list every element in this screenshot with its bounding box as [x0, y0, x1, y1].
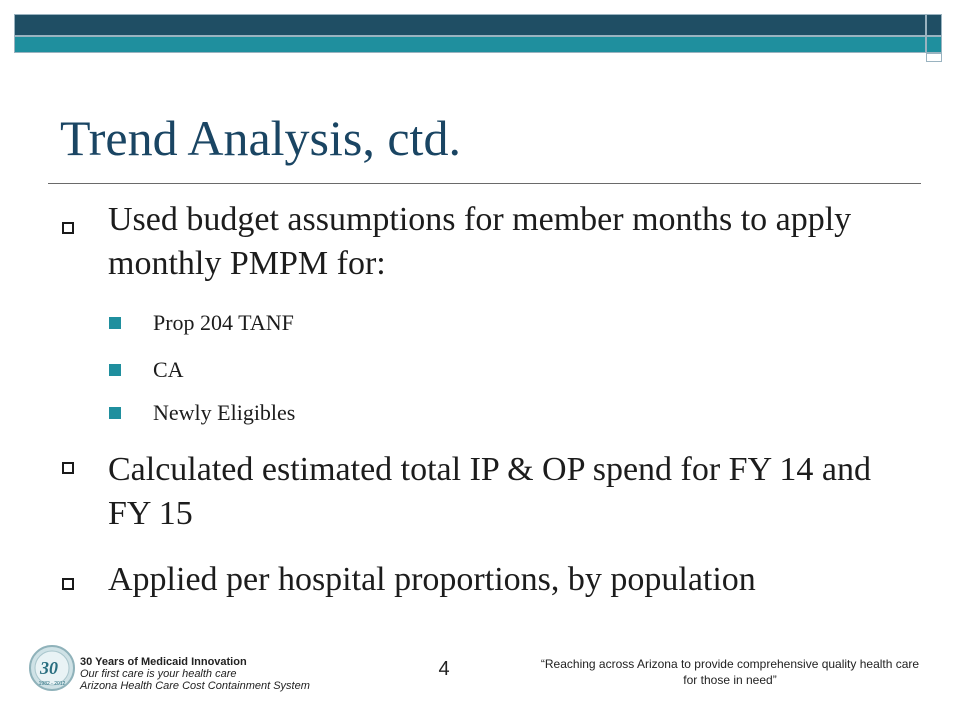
bullet-square-icon [62, 222, 74, 234]
footer-org-line2: Our first care is your health care [80, 668, 237, 680]
footer-org-line1: 30 Years of Medicaid Innovation [80, 656, 247, 668]
bullet-1-text: Used budget assumptions for member months to apply monthly PMPM for: [108, 201, 852, 282]
ahcccs-30-years-logo-icon [24, 644, 80, 692]
bullet-square-icon [62, 462, 74, 474]
sub-bullet-2: CA [153, 357, 184, 382]
footer-quote: “Reaching across Arizona to provide comprehensive quality health care for those in need” [540, 657, 920, 687]
bullet-3-text: Applied per hospital proportions, by population [108, 561, 756, 598]
sub-bullet-square-icon [109, 317, 121, 329]
logo-number: 30 [40, 658, 58, 678]
bullet-square-icon [62, 578, 74, 590]
header-band-corner-bottom [926, 36, 942, 53]
sub-bullet-1: Prop 204 TANF [153, 310, 294, 335]
footer-organization [80, 656, 310, 692]
sub-bullet-square-icon [109, 407, 121, 419]
sub-bullet-square-icon [109, 364, 121, 376]
page-number: 4 [438, 658, 450, 680]
header-band-corner-tail [926, 53, 942, 62]
header-band [14, 14, 942, 62]
header-band-corner-top [926, 14, 942, 36]
sub-bullet-3: Newly Eligibles [153, 400, 296, 425]
logo-years: 1982 - 2012 [38, 681, 66, 687]
slide-title: Trend Analysis, ctd. [60, 110, 461, 166]
header-band-teal [14, 36, 926, 53]
header-band-dark [14, 14, 926, 36]
bullet-2-text: Calculated estimated total IP & OP spend for FY 14 and FY 15 [108, 451, 871, 532]
footer-org-line3: Arizona Health Care Cost Containment System [80, 680, 310, 692]
title-divider [48, 183, 921, 184]
